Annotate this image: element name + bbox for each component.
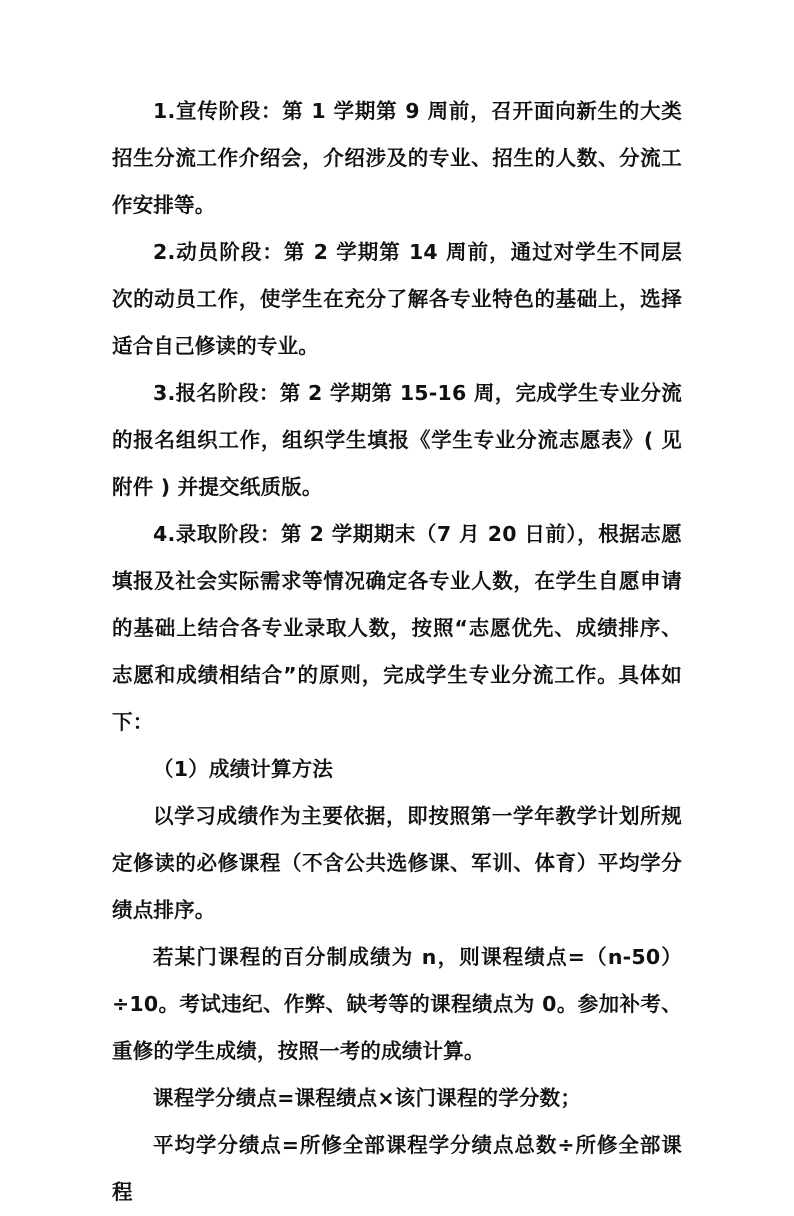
paragraph-credit-point-formula: 课程学分绩点=课程绩点×该门课程的学分数；: [153, 1086, 582, 1110]
paragraph-score-basis: 以学习成绩作为主要依据，即按照第一学年教学计划所规定修读的必修课程（不含公共选修课、军训、体育）平均学分绩点排序。: [112, 804, 682, 922]
paragraph-grade-point-formula: 若某门课程的百分制成绩为 n，则课程绩点=（n-50）÷10。考试违纪、作弊、缺考等的课程绩点为 0。参加补考、重修的学生成绩，按照一考的成绩计算。: [112, 945, 682, 1063]
paragraph-average-credit-formula: 平均学分绩点=所修全部课程学分绩点总数÷所修全部课程: [112, 1133, 682, 1204]
document-body: [112, 88, 682, 1216]
paragraph-publicity-stage: 1.宣传阶段：第 1 学期第 9 周前，召开面向新生的大类招生分流工作介绍会，介绍涉及的专业、招生的人数、分流工作安排等。: [112, 99, 682, 217]
paragraph-registration-stage: 3.报名阶段：第 2 学期第 15-16 周，完成学生专业分流的报名组织工作，组织学生填报《学生专业分流志愿表》( 见附件 ) 并提交纸质版。: [112, 381, 682, 499]
paragraph-admission-stage: 4.录取阶段：第 2 学期期末（7 月 20 日前），根据志愿填报及社会实际需求等情况确定各专业人数，在学生自愿申请的基础上结合各专业录取人数，按照“志愿优先、成绩排序、志愿和成绩相结合”的原则，完成学生专业分流工作。具体如下：: [112, 522, 682, 734]
paragraph-subheading-score-method: （1）成绩计算方法: [153, 757, 334, 781]
paragraph-mobilization-stage: 2.动员阶段：第 2 学期第 14 周前，通过对学生不同层次的动员工作，使学生在充分了解各专业特色的基础上，选择适合自己修读的专业。: [112, 240, 682, 358]
